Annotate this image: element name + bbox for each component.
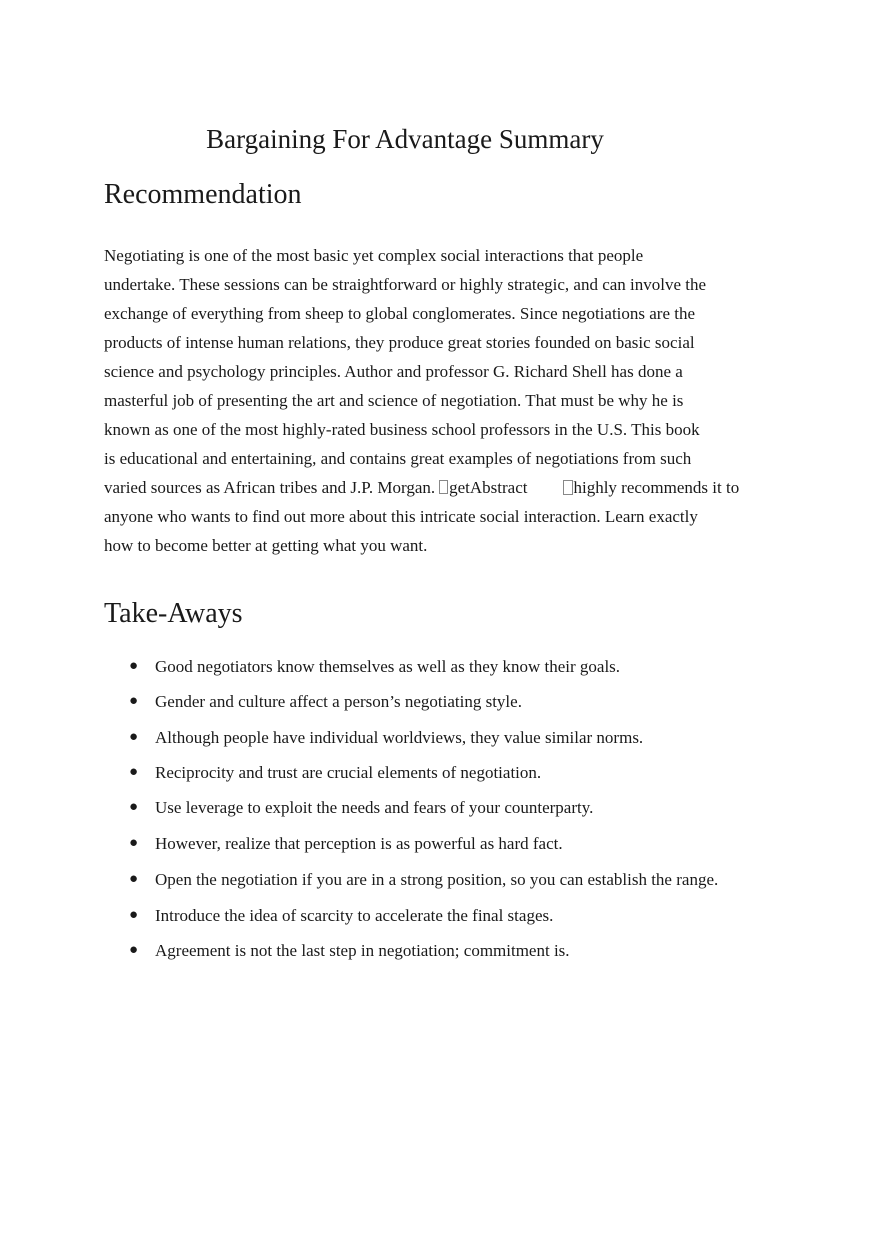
paragraph-line: exchange of everything from sheep to global conglomerates. Since negotiations are the <box>104 304 696 323</box>
bullet-icon: ● <box>129 942 139 958</box>
list-item-text: Reciprocity and trust are crucial elements of negotiation. <box>155 763 542 782</box>
paragraph-line: how to become better at getting what you want. <box>104 536 428 555</box>
paragraph-line <box>104 473 764 502</box>
bullet-icon: ● <box>129 693 139 709</box>
list-item-text: Good negotiators know themselves as well as they know their goals. <box>155 657 621 676</box>
list-item <box>104 865 724 894</box>
list-item <box>104 758 724 787</box>
missing-glyph-icon <box>439 480 448 494</box>
paragraph-line: products of intense human relations, they produce great stories founded on basic social <box>104 333 695 352</box>
bullet-icon: ● <box>129 729 139 745</box>
list-item <box>104 901 724 930</box>
bullet-icon: ● <box>129 871 139 887</box>
paragraph-line: known as one of the most highly-rated business school professors in the U.S. This book <box>104 420 700 439</box>
list-item <box>104 687 724 716</box>
list-item <box>104 652 724 681</box>
paragraph-line: masterful job of presenting the art and science of negotiation. That must be why he is <box>104 391 684 410</box>
document-title: Bargaining For Advantage Summary <box>206 124 604 154</box>
brand-name: getAbstract <box>449 478 528 497</box>
paragraph-line: anyone who wants to find out more about this intricate social interaction. Learn exactly <box>104 507 698 526</box>
bullet-icon: ● <box>129 658 139 674</box>
list-item <box>104 829 724 858</box>
recommendation-paragraph <box>104 241 764 560</box>
list-item-text: Although people have individual worldviews, they value similar norms. <box>155 728 644 747</box>
bullet-icon: ● <box>129 764 139 780</box>
line-text: highly recommends it to <box>573 478 740 497</box>
list-item-text: Open the negotiation if you are in a strong position, so you can establish the range. <box>155 870 719 889</box>
takeaways-heading: Take-Aways <box>104 598 243 629</box>
paragraph-line: undertake. These sessions can be straightforward or highly strategic, and can involve the <box>104 275 707 294</box>
list-item-text: Gender and culture affect a person’s negotiating style. <box>155 692 522 711</box>
list-item <box>104 793 724 822</box>
takeaways-list <box>104 652 724 965</box>
list-item <box>104 936 724 965</box>
paragraph-line: Negotiating is one of the most basic yet complex social interactions that people <box>104 246 644 265</box>
paragraph-line: is educational and entertaining, and contains great examples of negotiations from such <box>104 449 692 468</box>
list-item <box>104 723 724 752</box>
list-item-text: Agreement is not the last step in negotiation; commitment is. <box>155 941 570 960</box>
bullet-icon: ● <box>129 907 139 923</box>
list-item-text: However, realize that perception is as powerful as hard fact. <box>155 834 563 853</box>
list-item-text: Use leverage to exploit the needs and fears of your counterparty. <box>155 798 594 817</box>
bullet-icon: ● <box>129 835 139 851</box>
list-item-text: Introduce the idea of scarcity to accelerate the final stages. <box>155 906 554 925</box>
recommendation-heading: Recommendation <box>104 179 302 210</box>
line-text: varied sources as African tribes and J.P. Morgan. <box>104 478 436 497</box>
paragraph-line: science and psychology principles. Author and professor G. Richard Shell has done a <box>104 362 683 381</box>
bullet-icon: ● <box>129 799 139 815</box>
missing-glyph-icon <box>563 480 572 494</box>
